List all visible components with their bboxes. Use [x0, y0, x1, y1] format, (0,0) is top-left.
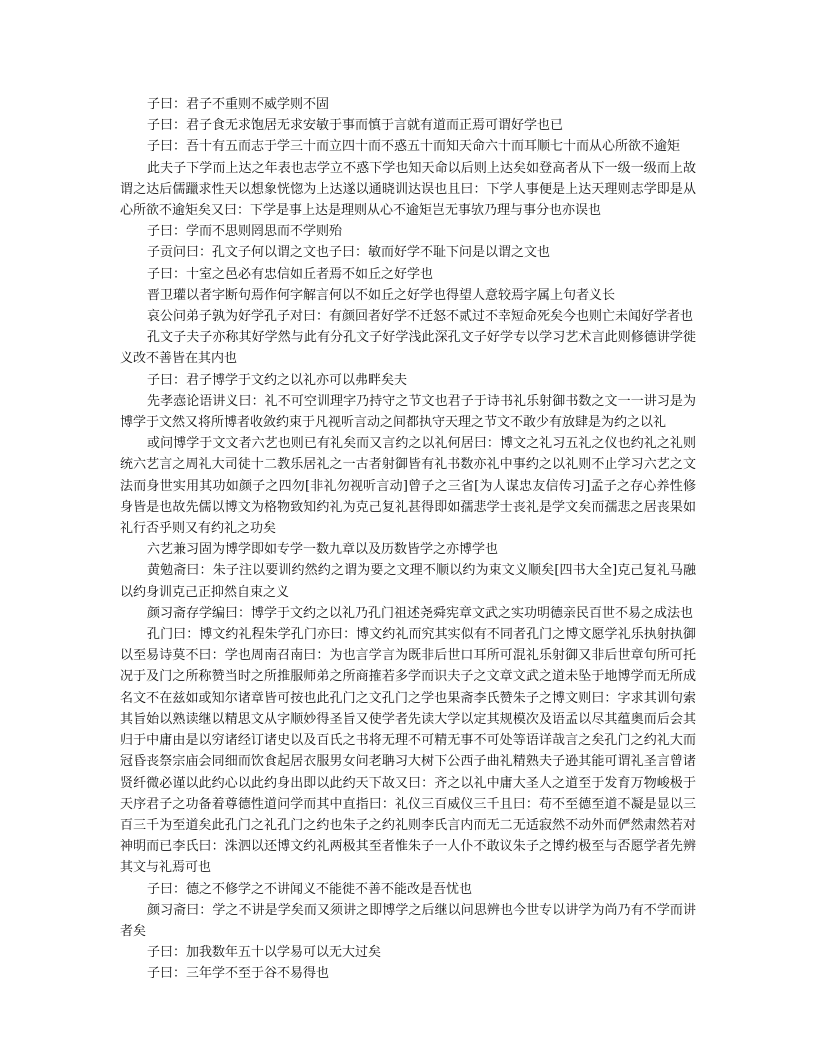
- paragraph: 子曰：君子不重则不威学则不固: [147, 97, 330, 112]
- paragraph: 子贡问曰：孔文子何以谓之文也子曰：敏而好学不耻下问是以谓之文也: [147, 245, 551, 261]
- paragraph: 颜习斋曰：学之不讲是学矣而又须讲之即博学之后继以问思辨也今世专以讲学为尚乃有不学而讲者矣: [120, 902, 696, 939]
- paragraph: 六艺兼习固为博学即如专学一数九章以及历数皆学之亦博学也: [147, 542, 499, 558]
- paragraph: 黄勉斋曰：朱子注以要训约然约之谓为要之文理不顺以约为束文义顺矣[四书大全]克己复礼马融以约身训克己正抑然自束之义: [120, 563, 696, 600]
- paragraph: 先孝悫论语讲义曰：礼不可空训理字乃持守之节文也君子于诗书礼乐射御书数之文一一讲习是为博学于文然又将所博者收敛约束于凡视听言动之间都执守天理之节文不敢少有放肆是为约之以礼: [120, 393, 696, 431]
- document-page: [120, 94, 696, 985]
- paragraph: 哀公问弟子孰为好学孔子对曰：有颜回者好学不迁怒不贰过不幸短命死矣今也则亡未闻好学者也: [147, 309, 694, 325]
- paragraph: 子曰：君子食无求饱居无求安敏于事而慎于言就有道而正焉可谓好学也已: [147, 118, 564, 134]
- paragraph: 子曰：吾十有五而志于学三十而立四十而不惑五十而知天命六十而耳顺七十而从心所欲不逾矩: [147, 139, 681, 155]
- paragraph: 子曰：君子博学于文约之以礼亦可以弗畔矣夫: [147, 372, 408, 388]
- paragraph: 晋卫瓘以者字断句焉作何字解言何以不如丘之好学也得望人意较焉字属上句者义长: [147, 287, 616, 303]
- paragraph: 此夫子下学而上达之年表也志学立不惑下学也知天命以后则上达矣如登高者从下一级一级而上故谓之达后儒躐求性天以想象恍惚为上达遂以通晓训达误也且曰：下学人事便是上达天理则志学即是从心所欲不逾矩矣又曰：下学是事上达是理则从心不逾矩岂无事欤乃理与事分也亦误也: [120, 160, 696, 219]
- paragraph: 子曰：三年学不至于谷不易得也: [147, 966, 330, 982]
- paragraph: 子曰：德之不修学之不讲闻义不能徙不善不能改是吾忧也: [147, 881, 473, 897]
- paragraph: 颜习斋存学编曰：博学于文约之以礼乃孔门祖述尧舜宪章文武之实功明德亲民百世不易之成法也: [147, 605, 694, 621]
- paragraph: 孔门曰：博文约礼程朱学孔门亦曰：博文约礼而究其实似有不同者孔门之博文愿学礼乐执射执御以至易诗莫不曰：学也周南召南曰：为也言学言为既非后世口耳所可混礼乐射御又非后世章句所可托况于及门之所称赞当时之所推服师弟之所商搉若多学而识夫子之文章文武之道未坠于地博学而无所成名文不在兹如或知尔诸章皆可按也此孔门之文孔门之学也果斋李氏赞朱子之博文则曰：字求其训句索其旨始以熟读继以精思文从字顺妙得圣旨又使学者先读大学以定其规模次及语孟以尽其蕴奥而后会其归于中庸由是以穷诸经订诸史以及百氏之书将无理不可精无事不可处等语详哉言之矣孔门之约礼大而冠昏丧祭宗庙会同细而饮食起居衣服男女问老聃习大树下公西子曲礼精熟夫子逊其能可谓礼圣言曾诸贤纤微必谨以此约心以此约身出即以此约天下故又曰：齐之以礼中庸大圣人之道至于发育万物峻极于天序君子之功备着尊德性道问学而其中直指曰：礼仪三百威仪三千且曰：苟不至德至道不凝是显以三百三千为至道矣此孔门之礼孔门之约也朱子之约礼则李氏言内而无二无适寂然不动外而俨然肃然若对神明而已李氏曰：洙泗以还博文约礼两极其至者惟朱子一人仆不敢议朱子之博约极至与否愿学者先辨其文与礼焉可也: [120, 627, 696, 876]
- paragraph: 子曰：十室之邑必有忠信如丘者焉不如丘之好学也: [147, 266, 434, 282]
- paragraph: 子曰：加我数年五十以学易可以无大过矣: [147, 945, 382, 961]
- paragraph: 子曰：学而不思则罔思而不学则殆: [147, 224, 343, 240]
- paragraph: 或问博学于文文者六艺也则已有礼矣而又言约之以礼何居曰：博文之礼习五礼之仪也约礼之礼则统六艺言之周礼大司徒十二教乐居礼之一古者射御皆有礼书数亦礼中事约之以礼则不止学习六艺之文法而身世实用其功如颜子之四勿[非礼勿视听言动]曾子之三省[为人谋忠友信传习]孟子之存心养性修身皆是也故先儒以博文为格物致知约礼为克己复礼甚得即如孺悲学士丧礼是学文矣而孺悲之居丧果如礼行否乎则又有约礼之功矣: [120, 436, 696, 537]
- paragraph: 孔文子夫子亦称其好学然与此有分孔文子好学浅此深孔文子好学专以学习艺术言此则修德讲学徙义改不善皆在其内也: [120, 330, 696, 367]
